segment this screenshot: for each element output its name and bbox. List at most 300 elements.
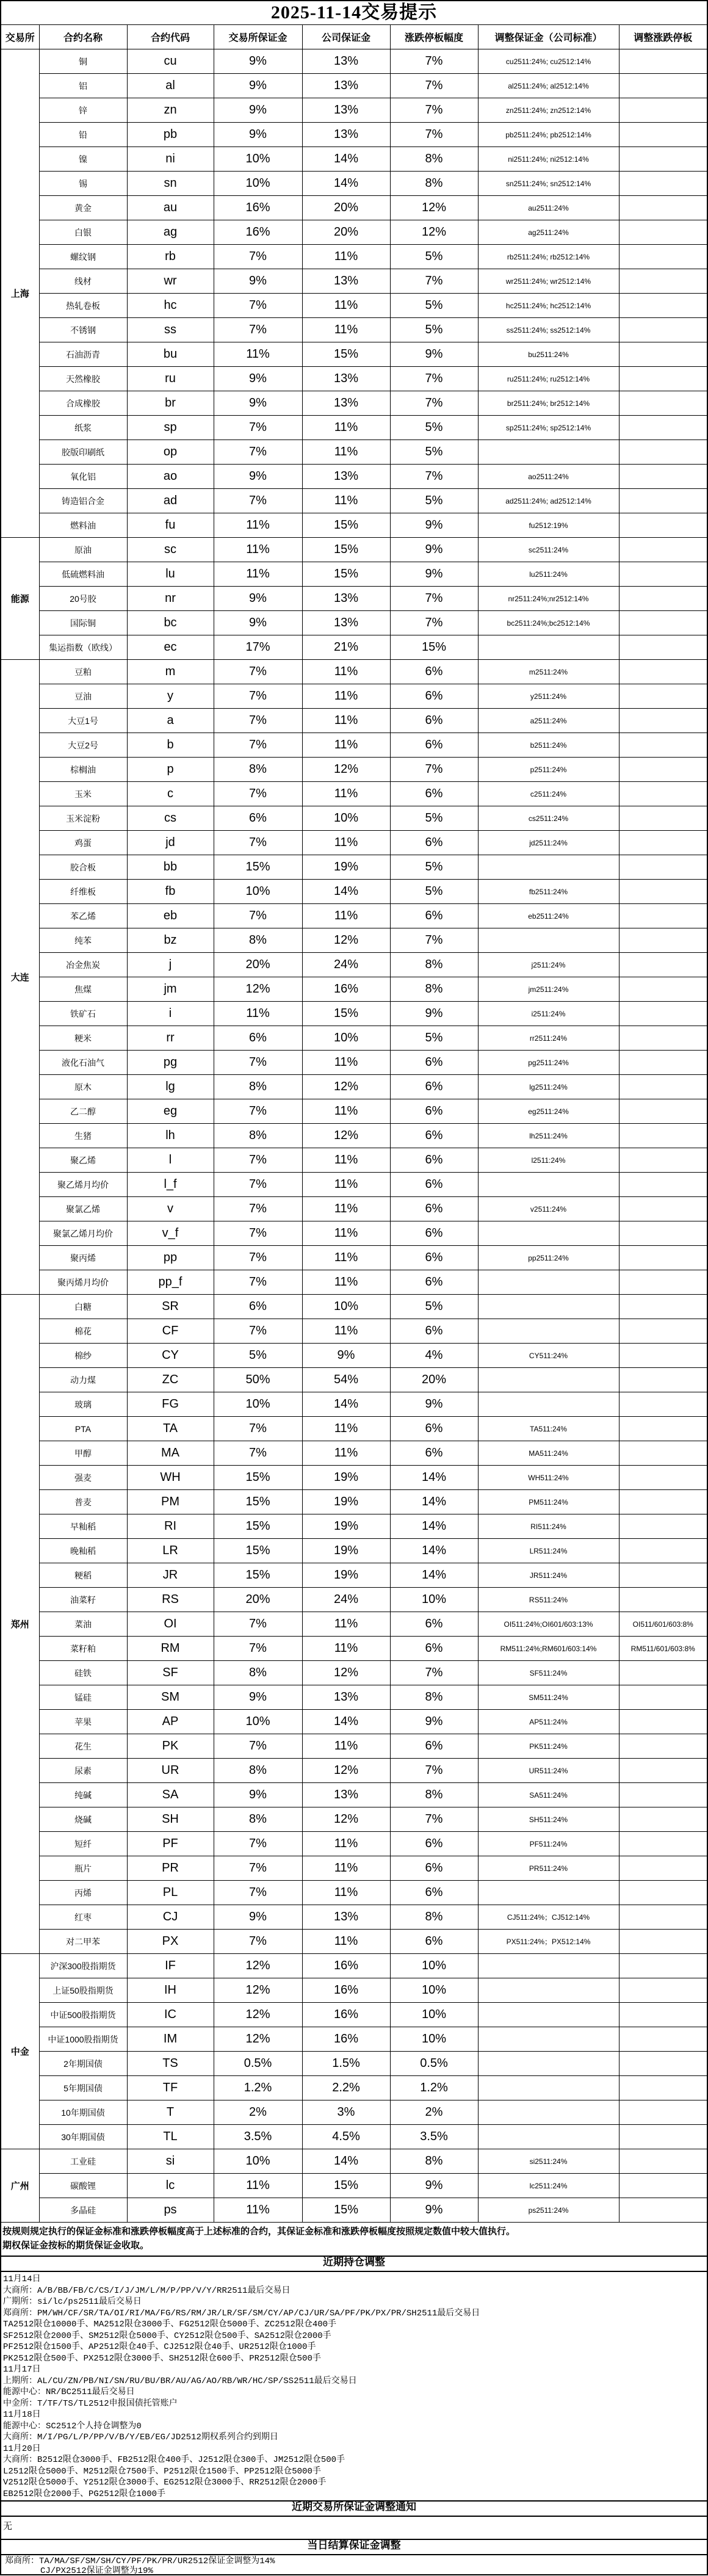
company-margin-cell: 13%	[302, 1905, 390, 1930]
table-row	[1, 1075, 707, 1099]
contract-code-cell: c	[127, 782, 214, 806]
exchange-margin-notice-content: 无	[3, 2522, 13, 2532]
exchange-margin-cell: 16%	[214, 220, 302, 245]
adjusted-limit-cell	[619, 758, 707, 782]
table-row	[1, 269, 707, 294]
contract-code-cell: UR	[127, 1759, 214, 1783]
contract-name-cell: 铝	[39, 74, 127, 98]
adjusted-margin-cell: PM511:24%	[478, 1490, 619, 1514]
exchange-margin-cell: 8%	[214, 1124, 302, 1148]
adjusted-limit-cell	[619, 440, 707, 465]
adjusted-margin-cell	[478, 440, 619, 465]
exchange-margin-cell: 7%	[214, 1221, 302, 1246]
company-margin-cell: 1.5%	[302, 2052, 390, 2076]
adjusted-margin-cell: hc2511:24%; hc2512:14%	[478, 294, 619, 318]
adjusted-margin-cell: RM511:24%;RM601/603:14%	[478, 1637, 619, 1661]
price-limit-cell: 6%	[390, 684, 478, 709]
table-row	[1, 1051, 707, 1075]
adjusted-limit-cell	[619, 1759, 707, 1783]
contract-name-cell: 对二甲苯	[39, 1930, 127, 1954]
exchange-margin-cell: 9%	[214, 1685, 302, 1710]
schedule-line: 能源中心：SC2512个人持仓调整为0	[3, 2421, 142, 2431]
company-margin-cell: 13%	[302, 123, 390, 147]
exchange-margin-cell: 11%	[214, 562, 302, 587]
exchange-margin-cell: 8%	[214, 1661, 302, 1685]
schedule-line: L2512限仓5000手、M2512限仓7500手、P2512限仓1500手、PP2512限仓5000手	[3, 2466, 321, 2477]
contract-name-cell: 冶金焦炭	[39, 953, 127, 977]
price-limit-cell: 9%	[390, 1002, 478, 1026]
price-limit-cell: 9%	[390, 342, 478, 367]
contract-code-cell: v	[127, 1197, 214, 1221]
adjusted-margin-cell	[478, 855, 619, 880]
adjusted-limit-cell	[619, 465, 707, 489]
contract-name-cell: 集运指数（欧线）	[39, 635, 127, 660]
contract-name-cell: 棉花	[39, 1319, 127, 1344]
adjusted-limit-cell	[619, 1099, 707, 1124]
adjusted-margin-cell	[478, 2027, 619, 2052]
table-row	[1, 1856, 707, 1881]
company-margin-cell: 11%	[302, 1832, 390, 1856]
schedule-line: 11月18日	[3, 2410, 41, 2420]
adjusted-limit-cell	[619, 880, 707, 904]
table-row	[1, 1930, 707, 1954]
adjusted-limit-cell	[619, 831, 707, 855]
table-row	[1, 391, 707, 416]
contract-name-cell: PTA	[39, 1417, 127, 1441]
table-row	[1, 2076, 707, 2100]
contract-name-cell: 5年期国债	[39, 2076, 127, 2100]
adjusted-margin-cell: sc2511:24%	[478, 538, 619, 562]
company-margin-cell: 11%	[302, 489, 390, 513]
adjusted-limit-cell	[619, 1685, 707, 1710]
exchange-margin-cell: 7%	[214, 1612, 302, 1637]
contract-code-cell: ao	[127, 465, 214, 489]
price-limit-cell: 12%	[390, 196, 478, 220]
price-limit-cell: 6%	[390, 1246, 478, 1270]
contract-code-cell: p	[127, 758, 214, 782]
exchange-margin-cell: 9%	[214, 391, 302, 416]
exchange-margin-cell: 11%	[214, 2174, 302, 2198]
schedule-line: 大商所：B2512限仓3000手、FB2512限仓400手、J2512限仓300手、JM2512限仓500手	[3, 2455, 345, 2465]
contract-code-cell: FG	[127, 1392, 214, 1417]
table-row	[1, 1637, 707, 1661]
exchange-margin-cell: 9%	[214, 1905, 302, 1930]
price-limit-cell: 6%	[390, 1441, 478, 1466]
contract-code-cell: op	[127, 440, 214, 465]
adjusted-margin-cell: p2511:24%	[478, 758, 619, 782]
adjusted-limit-cell	[619, 98, 707, 123]
contract-name-cell: 2年期国债	[39, 2052, 127, 2076]
exchange-margin-cell: 7%	[214, 1417, 302, 1441]
price-limit-cell: 8%	[390, 953, 478, 977]
contract-code-cell: TF	[127, 2076, 214, 2100]
contract-name-cell: 锡	[39, 172, 127, 196]
schedule-line: 能源中心：NR/BC2511最后交易日	[3, 2387, 135, 2397]
adjusted-margin-cell: CY511:24%	[478, 1344, 619, 1368]
table-row	[1, 709, 707, 733]
contract-code-cell: cs	[127, 806, 214, 831]
adjusted-limit-cell: OI511/601/603:8%	[619, 1612, 707, 1637]
company-margin-cell: 11%	[302, 684, 390, 709]
exchange-margin-cell: 17%	[214, 635, 302, 660]
company-margin-cell: 12%	[302, 1075, 390, 1099]
adjusted-limit-cell	[619, 1295, 707, 1319]
col-header-exchange-margin: 交易所保证金	[214, 25, 302, 49]
adjusted-limit-cell	[619, 2149, 707, 2174]
adjusted-margin-cell: wr2511:24%; wr2512:14%	[478, 269, 619, 294]
schedule-line: 中金所：T/TF/TS/TL2512申报国债托管账户	[3, 2398, 178, 2409]
adjusted-limit-cell	[619, 1197, 707, 1221]
contract-name-cell: 焦煤	[39, 977, 127, 1002]
contract-name-cell: 聚丙烯月均价	[39, 1270, 127, 1295]
company-margin-cell: 15%	[302, 2198, 390, 2223]
price-limit-cell: 1.2%	[390, 2076, 478, 2100]
company-margin-cell: 3%	[302, 2100, 390, 2125]
adjusted-margin-cell: y2511:24%	[478, 684, 619, 709]
company-margin-cell: 11%	[302, 1148, 390, 1173]
table-row	[1, 758, 707, 782]
company-margin-cell: 14%	[302, 1710, 390, 1734]
table-row	[1, 1783, 707, 1807]
col-header-exchange: 交易所	[1, 25, 39, 49]
company-margin-cell: 15%	[302, 538, 390, 562]
exchange-margin-cell: 7%	[214, 318, 302, 342]
price-limit-cell: 8%	[390, 977, 478, 1002]
table-row	[1, 1807, 707, 1832]
contract-name-cell: 不锈钢	[39, 318, 127, 342]
contract-code-cell: zn	[127, 98, 214, 123]
adjusted-margin-cell	[478, 1295, 619, 1319]
price-limit-cell: 2%	[390, 2100, 478, 2125]
contract-name-cell: 玻璃	[39, 1392, 127, 1417]
price-limit-cell: 0.5%	[390, 2052, 478, 2076]
adjusted-margin-cell: a2511:24%	[478, 709, 619, 733]
company-margin-cell: 54%	[302, 1368, 390, 1392]
price-limit-cell: 6%	[390, 1124, 478, 1148]
company-margin-cell: 11%	[302, 1441, 390, 1466]
price-limit-cell: 7%	[390, 1661, 478, 1685]
company-margin-cell: 14%	[302, 2149, 390, 2174]
adjusted-limit-cell	[619, 1368, 707, 1392]
adjusted-margin-cell: PR511:24%	[478, 1856, 619, 1881]
contract-name-cell: 鸡蛋	[39, 831, 127, 855]
company-margin-cell: 11%	[302, 709, 390, 733]
adjusted-limit-cell	[619, 1148, 707, 1173]
contract-code-cell: OI	[127, 1612, 214, 1637]
price-limit-cell: 8%	[390, 1905, 478, 1930]
contract-name-cell: 乙二醇	[39, 1099, 127, 1124]
adjusted-limit-cell	[619, 318, 707, 342]
adjusted-margin-cell: CJ511:24%；CJ512:14%	[478, 1905, 619, 1930]
contract-name-cell: 烧碱	[39, 1807, 127, 1832]
adjusted-limit-cell	[619, 635, 707, 660]
company-margin-cell: 11%	[302, 1173, 390, 1197]
schedule-line: 11月14日	[3, 2274, 41, 2284]
exchange-margin-cell: 8%	[214, 928, 302, 953]
table-row	[1, 1539, 707, 1563]
adjusted-limit-cell	[619, 977, 707, 1002]
exchange-margin-cell: 7%	[214, 1441, 302, 1466]
adjusted-margin-cell: LR511:24%	[478, 1539, 619, 1563]
contract-name-cell: 聚氯乙烯月均价	[39, 1221, 127, 1246]
contract-name-cell: 普麦	[39, 1490, 127, 1514]
table-header-row	[1, 25, 707, 49]
table-row	[1, 806, 707, 831]
note-line: 按规则规定执行的保证金标准和涨跌停板幅度高于上述标准的合约，其保证金标准和涨跌停板幅度按照规定数值中较大值执行。	[2, 2227, 516, 2237]
price-limit-cell: 5%	[390, 294, 478, 318]
contract-name-cell: 中证1000股指期货	[39, 2027, 127, 2052]
company-margin-cell: 10%	[302, 1026, 390, 1051]
adjusted-margin-cell: pg2511:24%	[478, 1051, 619, 1075]
price-limit-cell: 6%	[390, 1856, 478, 1881]
price-limit-cell: 5%	[390, 318, 478, 342]
company-margin-cell: 11%	[302, 1417, 390, 1441]
company-margin-cell: 11%	[302, 1051, 390, 1075]
adjusted-limit-cell	[619, 1832, 707, 1856]
adjusted-margin-cell: sn2511:24%; sn2512:14%	[478, 172, 619, 196]
adjusted-limit-cell	[619, 1026, 707, 1051]
price-limit-cell: 7%	[390, 49, 478, 74]
price-limit-cell: 6%	[390, 1417, 478, 1441]
exchange-margin-cell: 10%	[214, 1392, 302, 1417]
contract-name-cell: 纸浆	[39, 416, 127, 440]
schedule-line: 11月17日	[3, 2365, 41, 2375]
table-row	[1, 49, 707, 74]
company-margin-cell: 20%	[302, 220, 390, 245]
price-limit-cell: 3.5%	[390, 2125, 478, 2149]
exchange-margin-cell: 6%	[214, 1295, 302, 1319]
col-header-contract-name: 合约名称	[39, 25, 127, 49]
adjusted-margin-cell: OI511:24%;OI601/603:13%	[478, 1612, 619, 1637]
exchange-margin-cell: 7%	[214, 733, 302, 758]
exchange-margin-cell: 7%	[214, 1246, 302, 1270]
adjusted-limit-cell	[619, 489, 707, 513]
adjusted-limit-cell	[619, 611, 707, 635]
price-limit-cell: 9%	[390, 2174, 478, 2198]
table-row	[1, 98, 707, 123]
adjusted-margin-cell: SM511:24%	[478, 1685, 619, 1710]
table-row	[1, 294, 707, 318]
contract-name-cell: 油菜籽	[39, 1588, 127, 1612]
contract-name-cell: 花生	[39, 1734, 127, 1759]
exchange-margin-cell: 15%	[214, 1514, 302, 1539]
contract-name-cell: 镍	[39, 147, 127, 172]
company-margin-cell: 11%	[302, 1270, 390, 1295]
adjusted-margin-cell: bc2511:24%;bc2512:14%	[478, 611, 619, 635]
contract-code-cell: au	[127, 196, 214, 220]
adjusted-margin-cell	[478, 2003, 619, 2027]
exchange-margin-cell: 10%	[214, 147, 302, 172]
company-margin-cell: 11%	[302, 416, 390, 440]
table-row	[1, 1368, 707, 1392]
price-limit-cell: 6%	[390, 831, 478, 855]
table-row	[1, 147, 707, 172]
table-row	[1, 465, 707, 489]
exchange-margin-cell: 15%	[214, 1490, 302, 1514]
contract-code-cell: CY	[127, 1344, 214, 1368]
schedule-line: 上期所：AL/CU/ZN/PB/NI/SN/RU/BU/BR/AU/AG/AO/RB/WR/HC/SP/SS2511最后交易日	[3, 2376, 357, 2386]
adjusted-limit-cell	[619, 1319, 707, 1344]
table-row	[1, 1685, 707, 1710]
adjusted-limit-cell	[619, 1221, 707, 1246]
exchange-margin-cell: 7%	[214, 1099, 302, 1124]
contract-name-cell: 大豆1号	[39, 709, 127, 733]
adjusted-margin-cell	[478, 1954, 619, 1978]
exchange-margin-cell: 7%	[214, 1148, 302, 1173]
company-margin-cell: 16%	[302, 2027, 390, 2052]
contract-code-cell: RI	[127, 1514, 214, 1539]
company-margin-cell: 13%	[302, 367, 390, 391]
company-margin-cell: 11%	[302, 660, 390, 684]
exchange-margin-cell: 16%	[214, 196, 302, 220]
adjusted-limit-cell	[619, 904, 707, 928]
contract-code-cell: pp_f	[127, 1270, 214, 1295]
adjusted-margin-cell: ru2511:24%; ru2512:14%	[478, 367, 619, 391]
adjusted-limit-cell	[619, 2125, 707, 2149]
table-row	[1, 1392, 707, 1417]
exchange-margin-cell: 11%	[214, 2198, 302, 2223]
adjusted-margin-cell: JR511:24%	[478, 1563, 619, 1588]
exchange-margin-cell: 7%	[214, 1270, 302, 1295]
table-row	[1, 611, 707, 635]
adjusted-margin-cell	[478, 1173, 619, 1197]
exchange-margin-cell: 12%	[214, 1954, 302, 1978]
adjusted-margin-cell: ao2511:24%	[478, 465, 619, 489]
table-row	[1, 977, 707, 1002]
table-row	[1, 367, 707, 391]
exchange-margin-cell: 7%	[214, 245, 302, 269]
exchange-margin-cell: 8%	[214, 1807, 302, 1832]
adjusted-margin-cell: pp2511:24%	[478, 1246, 619, 1270]
table-row	[1, 2174, 707, 2198]
exchange-margin-cell: 12%	[214, 977, 302, 1002]
contract-code-cell: T	[127, 2100, 214, 2125]
company-margin-cell: 13%	[302, 1685, 390, 1710]
company-margin-cell: 11%	[302, 1221, 390, 1246]
exchange-margin-cell: 8%	[214, 1759, 302, 1783]
note-line: 期权保证金按标的期货保证金收取。	[2, 2241, 150, 2251]
contract-code-cell: lu	[127, 562, 214, 587]
adjusted-margin-cell: MA511:24%	[478, 1441, 619, 1466]
adjusted-margin-cell: ps2511:24%	[478, 2198, 619, 2223]
price-limit-cell: 7%	[390, 1807, 478, 1832]
adjusted-margin-cell: ad2511:24%; ad2512:14%	[478, 489, 619, 513]
adjusted-margin-cell: lg2511:24%	[478, 1075, 619, 1099]
adjusted-margin-cell: lu2511:24%	[478, 562, 619, 587]
adjusted-margin-cell: PK511:24%	[478, 1734, 619, 1759]
table-row	[1, 953, 707, 977]
contract-name-cell: 中证500股指期货	[39, 2003, 127, 2027]
contract-name-cell: 原油	[39, 538, 127, 562]
contract-name-cell: 国际铜	[39, 611, 127, 635]
exchange-margin-cell: 7%	[214, 904, 302, 928]
company-margin-cell: 16%	[302, 1978, 390, 2003]
adjusted-limit-cell	[619, 1124, 707, 1148]
contract-name-cell: 低硫燃料油	[39, 562, 127, 587]
adjusted-margin-cell	[478, 1881, 619, 1905]
contract-code-cell: SA	[127, 1783, 214, 1807]
company-margin-cell: 19%	[302, 1539, 390, 1563]
company-margin-cell: 12%	[302, 1759, 390, 1783]
adjusted-margin-cell	[478, 635, 619, 660]
company-margin-cell: 21%	[302, 635, 390, 660]
company-margin-cell: 14%	[302, 147, 390, 172]
table-row	[1, 416, 707, 440]
adjusted-margin-cell: cu2511:24%; cu2512:14%	[478, 49, 619, 74]
company-margin-cell: 12%	[302, 1807, 390, 1832]
price-limit-cell: 8%	[390, 1685, 478, 1710]
company-margin-cell: 9%	[302, 1344, 390, 1368]
price-limit-cell: 6%	[390, 660, 478, 684]
company-margin-cell: 15%	[302, 513, 390, 538]
contract-name-cell: 苹果	[39, 1710, 127, 1734]
price-limit-cell: 5%	[390, 416, 478, 440]
contract-code-cell: v_f	[127, 1221, 214, 1246]
contract-name-cell: 线材	[39, 269, 127, 294]
adjusted-margin-cell: cs2511:24%	[478, 806, 619, 831]
contract-code-cell: eg	[127, 1099, 214, 1124]
contract-name-cell: 纯碱	[39, 1783, 127, 1807]
table-row	[1, 1002, 707, 1026]
adjusted-limit-cell	[619, 2027, 707, 2052]
company-margin-cell: 11%	[302, 782, 390, 806]
contract-name-cell: 生猪	[39, 1124, 127, 1148]
price-limit-cell: 6%	[390, 1075, 478, 1099]
contract-name-cell: 石油沥青	[39, 342, 127, 367]
contract-name-cell: 热轧卷板	[39, 294, 127, 318]
table-row	[1, 1978, 707, 2003]
price-limit-cell: 7%	[390, 1759, 478, 1783]
adjusted-limit-cell	[619, 2052, 707, 2076]
company-margin-cell: 10%	[302, 1295, 390, 1319]
adjusted-limit-cell: RM511/601/603:8%	[619, 1637, 707, 1661]
table-row	[1, 196, 707, 220]
adjusted-limit-cell	[619, 1539, 707, 1563]
adjusted-margin-cell	[478, 2052, 619, 2076]
exchange-margin-cell: 7%	[214, 782, 302, 806]
contract-code-cell: IF	[127, 1954, 214, 1978]
settlement-adjust-lines	[1, 2555, 707, 2574]
contract-name-cell: 铅	[39, 123, 127, 147]
adjusted-limit-cell	[619, 196, 707, 220]
contract-name-cell: 液化石油气	[39, 1051, 127, 1075]
company-margin-cell: 19%	[302, 1490, 390, 1514]
contract-name-cell: 玉米	[39, 782, 127, 806]
adjusted-limit-cell	[619, 928, 707, 953]
adjusted-limit-cell	[619, 806, 707, 831]
contract-name-cell: 铜	[39, 49, 127, 74]
exchange-margin-cell: 9%	[214, 465, 302, 489]
adjusted-limit-cell	[619, 1734, 707, 1759]
company-margin-cell: 16%	[302, 977, 390, 1002]
adjusted-margin-cell: PF511:24%	[478, 1832, 619, 1856]
adjusted-limit-cell	[619, 1563, 707, 1588]
contract-code-cell: i	[127, 1002, 214, 1026]
price-limit-cell: 6%	[390, 904, 478, 928]
contract-code-cell: lg	[127, 1075, 214, 1099]
adjusted-margin-cell: UR511:24%	[478, 1759, 619, 1783]
contract-code-cell: WH	[127, 1466, 214, 1490]
adjusted-margin-cell	[478, 1392, 619, 1417]
adjusted-margin-cell: sp2511:24%; sp2512:14%	[478, 416, 619, 440]
exchange-margin-cell: 10%	[214, 1710, 302, 1734]
contract-name-cell: 纯苯	[39, 928, 127, 953]
table-row	[1, 1490, 707, 1514]
contract-name-cell: 上证50股指期货	[39, 1978, 127, 2003]
adjusted-margin-cell: nr2511:24%;nr2512:14%	[478, 587, 619, 611]
schedule-line: 大商所：M/I/PG/L/P/PP/V/B/Y/EB/EG/JD2512期权系列合约到期日	[3, 2433, 278, 2442]
contract-code-cell: MA	[127, 1441, 214, 1466]
